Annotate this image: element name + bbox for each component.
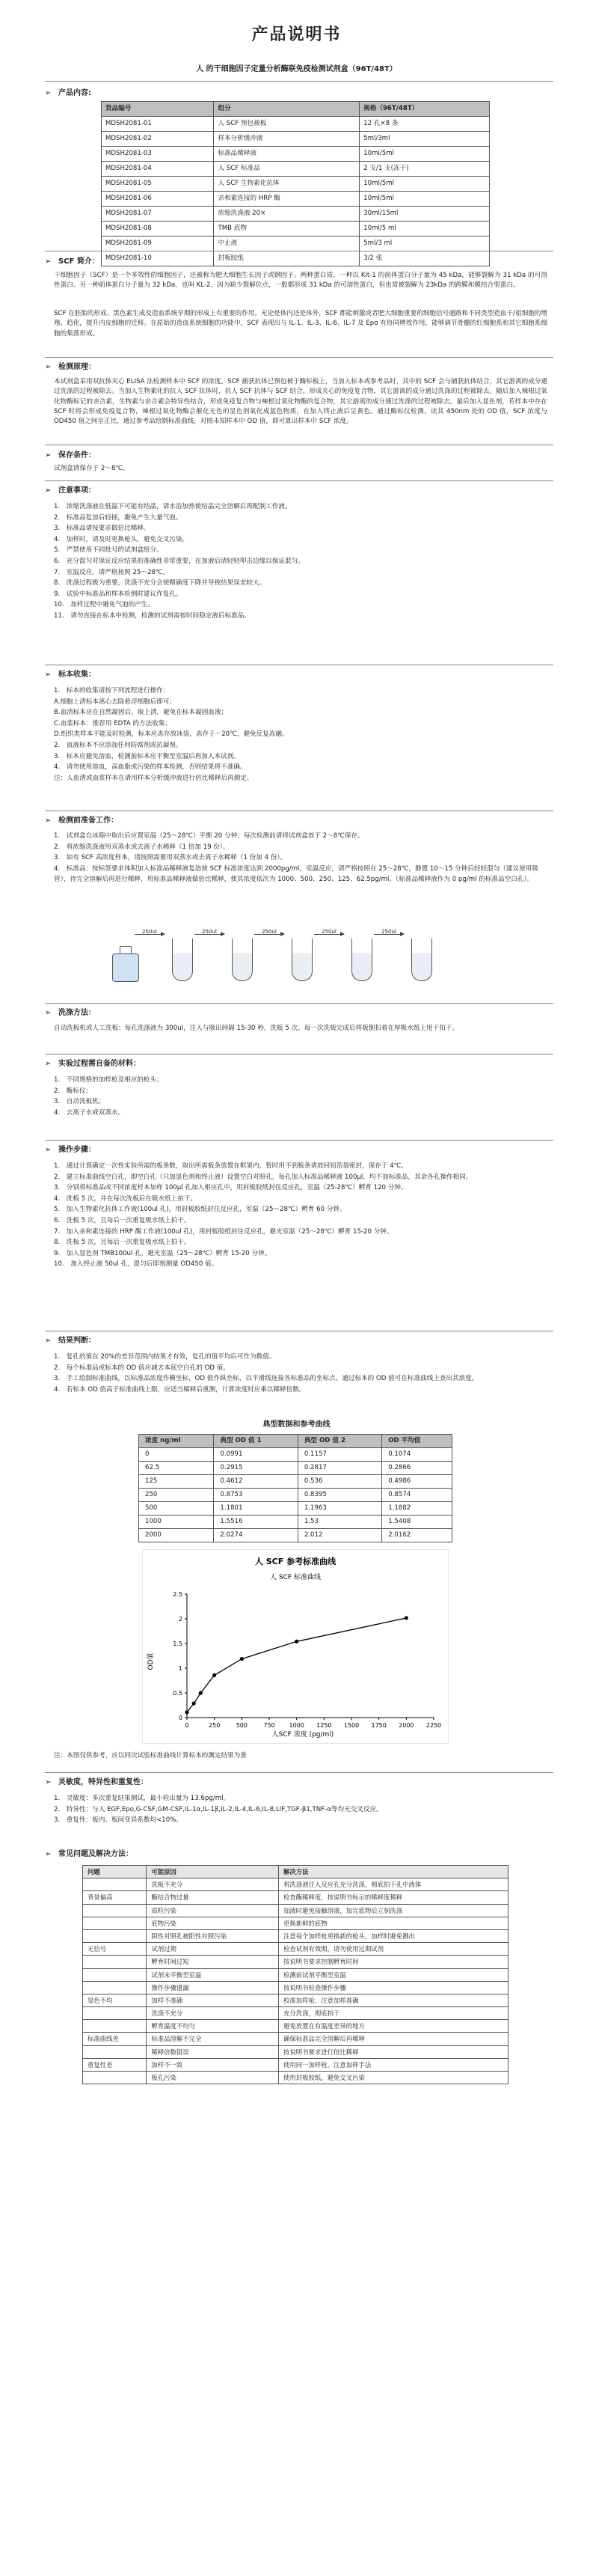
standard-data-table bbox=[138, 1434, 452, 1542]
note-item: 6. 充分混匀对保证反应结果的准确性非常重要，在加液后请轻轻叩击边缘以保证混匀。 bbox=[54, 558, 304, 566]
table-cell: 62.5 bbox=[139, 1462, 214, 1475]
y-tick-label: 0 bbox=[178, 1715, 182, 1721]
table-row bbox=[102, 132, 490, 147]
section-heading-faq: ➢ 常见问题及解决方法： bbox=[45, 1850, 133, 1858]
table-cell: 1.5408 bbox=[382, 1516, 452, 1529]
table-cell: 10ml/5ml bbox=[360, 192, 490, 207]
table-row bbox=[102, 207, 490, 222]
note-item: 4. 加样时，请及时更换枪头，避免交叉污染。 bbox=[54, 535, 189, 543]
table-cell: 中止液 bbox=[214, 236, 360, 251]
y-tick-label: 1 bbox=[178, 1665, 182, 1672]
table-cell bbox=[83, 1917, 147, 1929]
table-cell: MDSH2081-09 bbox=[102, 236, 214, 251]
chart-y-axis-label: OD值 bbox=[147, 1652, 155, 1670]
table-row bbox=[139, 1489, 452, 1502]
table-cell: 注意每个加样枪更换新的枪头，加样时避免溅出 bbox=[279, 1929, 508, 1942]
table-row bbox=[83, 1891, 508, 1904]
table-cell: 12 孔×8 条 bbox=[360, 117, 490, 132]
table-cell: 0 bbox=[139, 1448, 214, 1462]
spec-list bbox=[54, 1793, 547, 1826]
table-cell bbox=[83, 1968, 147, 1981]
table-cell: 2.012 bbox=[298, 1529, 381, 1542]
table-cell bbox=[83, 2020, 147, 2033]
table-header-row bbox=[102, 102, 490, 117]
table-cell: 1.1882 bbox=[382, 1502, 452, 1516]
table-cell: 2.0162 bbox=[382, 1529, 452, 1542]
table-cell: 1.5516 bbox=[214, 1516, 298, 1529]
table-cell bbox=[83, 2007, 147, 2020]
result-list bbox=[54, 1352, 547, 1395]
table-cell: 使用同一加样枪，注意加样手法 bbox=[279, 2058, 508, 2071]
table-row bbox=[102, 177, 490, 192]
table-row bbox=[83, 1929, 508, 1942]
result-item: 2. 每个标准品或标本的 OD 值应减去本底空白孔的 OD 值。 bbox=[54, 1364, 230, 1372]
table-row bbox=[83, 2058, 508, 2071]
x-tick-label: 1750 bbox=[371, 1722, 387, 1729]
spec-item: 2. 特异性：与人 EGF,Epo,G-CSF,GM-CSF,IL-1α,IL-1β,IL-2,IL-4,IL-6,IL-8,LIF,TGF-β1,TNF-α等均无交叉反应。 bbox=[54, 1805, 383, 1813]
step-item: 7. 加入亲和素连接的 HRP 酶工作液(100ul 孔)，用封板胶纸封住反应孔，避光室温（25～28℃）孵育 15-20 分钟。 bbox=[54, 1227, 393, 1236]
table-cell: 0.2915 bbox=[214, 1462, 298, 1475]
table-row bbox=[139, 1448, 452, 1462]
data-point bbox=[295, 1640, 298, 1643]
table-cell: 125 bbox=[139, 1475, 214, 1489]
table-cell: 500 bbox=[139, 1502, 214, 1516]
chart-title: 人 SCF 参考标准曲线 bbox=[254, 1557, 337, 1566]
sample-item: D.组织类样本不能及时检测，标本应冻存放冰袋，冻存于－20℃，避免反复冻融。 bbox=[54, 730, 289, 739]
table-cell: 试剂过期 bbox=[147, 1943, 279, 1956]
x-tick-label: 500 bbox=[236, 1722, 248, 1729]
dilution-tube-icon bbox=[172, 938, 193, 981]
arrow-bullet-icon: ➢ bbox=[45, 486, 52, 495]
table-cell: 试剂未平衡至室温 bbox=[147, 1968, 279, 1981]
table-row bbox=[83, 2020, 508, 2033]
sample-item: A.细胞上清标本离心去除悬浮细胞后即可； bbox=[54, 698, 176, 706]
divider bbox=[45, 1003, 553, 1004]
chart-note: 注：本图仅供参考，应以同次试验标准曲线计算标本的测定结果为准 bbox=[54, 1752, 247, 1759]
table-row bbox=[83, 2072, 508, 2084]
table-header-cell: 问题 bbox=[83, 1866, 147, 1878]
table-row bbox=[83, 1994, 508, 2006]
table-row bbox=[83, 1956, 508, 1968]
notes-list bbox=[54, 501, 547, 622]
table-cell: 加样不一致 bbox=[147, 2058, 279, 2071]
note-item: 2. 标准品复溶后轻摇，避免产生大量气泡。 bbox=[54, 513, 182, 522]
note-item: 3. 标准品请按要求做倍比稀释。 bbox=[54, 525, 150, 533]
transfer-volume-label: 250ul bbox=[322, 929, 337, 935]
divider bbox=[45, 357, 553, 358]
arrow-bullet-icon: ➢ bbox=[45, 1778, 52, 1786]
divider bbox=[45, 1772, 553, 1773]
prep-item: 4. 标准品：按标签要求体积加入标准品稀释液复溶使 SCF 标准浓度达到 2000pg/ml，室温反应，请严格按照在 25～28℃，静置 10～15 分钟后轻轻混匀（建议使用吸管），待完全溶解后再进行稀释，用标准品稀释液做倍比稀释，使其浓度依次为 1000、500、250、125、62.5pg/ml。（标准品稀释液作为 0 pg/ml 的标准品空白孔）。 bbox=[54, 864, 538, 884]
table-cell: 5ml/3 ml bbox=[360, 236, 490, 251]
table-cell: 亲和素连接的 HRP 酶 bbox=[214, 192, 360, 207]
table-cell: 0.2866 bbox=[382, 1462, 452, 1475]
sample-item: 1. 标本的收集请按下列流程进行操作： bbox=[54, 687, 170, 695]
table-cell: 避免放置在有温度差异的地方 bbox=[279, 2020, 508, 2033]
table-cell: 更换新鲜的底物 bbox=[279, 1917, 508, 1929]
scf-intro-paragraph-1: 干细胞因子（SCF）是一个多效性的细胞因子，还被称为肥大细胞生长因子或钢因子。两种蛋白质，一种以 Kit-1 的前体蛋白分子量为 45 kDa，能够裂解为 31 kDa 的可溶性蛋白。另一种前体蛋白分子量为 32 kDa，也叫 KL-2，因为缺少裂解位点，一般都形成 31 kDa 的可溶性蛋白，但也常被裂解为 23kDa 的跨膜和膜结合型蛋白。 bbox=[54, 272, 547, 290]
table-header-cell: 典型 OD 值 2 bbox=[298, 1435, 381, 1448]
prep-item: 2. 将浓缩洗涤液用双蒸水或去离子水稀释（1 倍加 19 份）。 bbox=[54, 843, 230, 851]
section-heading-notes: ➢ 注意事项： bbox=[45, 486, 96, 495]
dilution-tube-icon bbox=[292, 938, 313, 981]
section-heading-prep: ➢ 检测前准备工作： bbox=[45, 817, 118, 825]
section-heading-scf: ➢ SCF 简介： bbox=[45, 257, 99, 266]
table-cell bbox=[83, 2045, 147, 2058]
scf-intro-paragraph-2: SCF 在胚胎的形成、黑色素生成及造血系统早期的形成上有重要的作用。无论是体内还是体外，SCF 都能刺激或者肥大细胞重要的细胞信号通路和不同类型造血干/祖细胞的增殖、趋化，提升内皮细胞的迁移。在原始的造血系统细胞的功能中，SCF 表现出与 IL-1、IL-3、IL-6、IL-7 及 Epo 有协同增效作用，能够调节骨髓的红细胞系和其它细胞系细胞的集落形成。 bbox=[54, 310, 547, 338]
table-cell: 使用封板胶纸，避免交叉污染 bbox=[279, 2072, 508, 2084]
table-header-row bbox=[83, 1866, 508, 1878]
sample-item: C.血浆标本：推荐用 EDTA 的方法收集； bbox=[54, 719, 172, 727]
table-cell: 板孔污染 bbox=[147, 2072, 279, 2084]
table-cell: MDSH2081-03 bbox=[102, 147, 214, 162]
table-cell: 操作步骤遗漏 bbox=[147, 1981, 279, 1994]
table-cell bbox=[83, 1981, 147, 1994]
table-cell: 检查试剂有效期，请勿使用过期试剂 bbox=[279, 1943, 508, 1956]
table-cell: 人 SCF 生物素化抗体 bbox=[214, 177, 360, 192]
step-item: 8. 洗板 5 次，且每后一次重复吸水纸上拍干。 bbox=[54, 1239, 191, 1247]
arrow-bullet-icon: ➢ bbox=[45, 89, 52, 97]
faq-table bbox=[82, 1865, 508, 2084]
table-cell bbox=[83, 2072, 147, 2084]
table-row bbox=[139, 1475, 452, 1489]
table-header-cell: 货品编号 bbox=[102, 102, 214, 117]
arrow-bullet-icon: ➢ bbox=[45, 1850, 52, 1858]
data-point bbox=[240, 1657, 244, 1661]
sample-collection-list bbox=[54, 686, 547, 784]
x-tick-label: 2000 bbox=[399, 1722, 414, 1729]
table-cell: 标准曲线差 bbox=[83, 2033, 147, 2045]
table-cell: 稀释倍数错误 bbox=[147, 2045, 279, 2058]
table-header-cell: 解决方法 bbox=[279, 1866, 508, 1878]
arrow-bullet-icon: ➢ bbox=[45, 817, 52, 825]
transfer-volume-label: 250ul bbox=[202, 929, 217, 935]
dilution-tube-icon bbox=[232, 938, 253, 981]
dilution-tube-icon bbox=[411, 938, 432, 981]
table-cell: 1.1801 bbox=[214, 1502, 298, 1516]
table-cell: MDSH2081-07 bbox=[102, 207, 214, 222]
chart-x-axis-label: 人SCF 浓度 (pg/ml) bbox=[271, 1731, 334, 1739]
table-row bbox=[139, 1502, 452, 1516]
table-cell: MDSH2081-10 bbox=[102, 251, 214, 266]
x-tick-label: 1250 bbox=[316, 1722, 332, 1729]
table-cell: 酶结合物过量 bbox=[147, 1891, 279, 1904]
arrow-bullet-icon: ➢ bbox=[45, 671, 52, 679]
divider bbox=[45, 81, 553, 82]
step-item: 3. 分别将标准品或不同浓度样本加样 100μl 孔加入相应孔中，用封板胶纸封住反应孔，室温（25-28℃）孵育 120 分钟。 bbox=[54, 1184, 408, 1192]
transfer-volume-label: 250ul bbox=[381, 929, 396, 935]
section-heading-self-materials: ➢ 实验过程需自备的材料： bbox=[45, 1060, 141, 1068]
section-heading-spec: ➢ 灵敏度，特异性和重复性： bbox=[45, 1778, 148, 1786]
table-cell: 0.4612 bbox=[214, 1475, 298, 1489]
arrow-bullet-icon: ➢ bbox=[45, 1146, 52, 1154]
table-row bbox=[102, 222, 490, 236]
sample-item: 4. 请勿使用溶血，高血脂或污染的样本检测，否则结果将不准确。 bbox=[54, 763, 247, 772]
table-row bbox=[139, 1529, 452, 1542]
table-cell: MDSH2081-04 bbox=[102, 162, 214, 177]
note-item: 9. 试验中标准品和样本检测时建议作复孔。 bbox=[54, 590, 182, 598]
table-cell: 0.1157 bbox=[298, 1448, 381, 1462]
table-cell: 标准品溶解不完全 bbox=[147, 2033, 279, 2045]
table-header-cell: 组分 bbox=[214, 102, 360, 117]
table-cell: MDSH2081-01 bbox=[102, 117, 214, 132]
sample-item: B.血清标本应在自然凝固后，取上清，避免在标本凝固血液； bbox=[54, 709, 228, 717]
table-header-cell: 可能原因 bbox=[147, 1866, 279, 1878]
table-row bbox=[139, 1516, 452, 1529]
table-row bbox=[83, 1943, 508, 1956]
data-point bbox=[192, 1701, 196, 1705]
note-item: 10. 加样过程中避免气泡的产生。 bbox=[54, 601, 154, 609]
table-cell: 1000 bbox=[139, 1516, 214, 1529]
storage-text: 试剂盒请保存于 2～8℃。 bbox=[54, 465, 129, 472]
table-header-cell: 典型 OD 值 1 bbox=[214, 1435, 298, 1448]
table-cell: 0.536 bbox=[298, 1475, 381, 1489]
prep-item: 3. 如有 SCF 高浓度样本，请按照需要用双蒸水或去离子水稀释（1 份加 4 份）。 bbox=[54, 854, 287, 862]
y-tick-label: 2.5 bbox=[173, 1591, 182, 1598]
chart-svg bbox=[142, 1549, 449, 1744]
step-item: 9. 加入显色剂 TMB100ul 孔，避光室温（25～28℃）孵育 15-20 分钟。 bbox=[54, 1249, 271, 1257]
materials-list bbox=[54, 1075, 547, 1118]
table-cell: 0.0991 bbox=[214, 1448, 298, 1462]
y-tick-label: 2 bbox=[178, 1616, 182, 1623]
y-tick-label: 0.5 bbox=[173, 1690, 182, 1697]
x-tick-label: 2250 bbox=[425, 1722, 442, 1729]
table-row bbox=[83, 1968, 508, 1981]
table-cell: 底物污染 bbox=[147, 1917, 279, 1929]
table-cell: 10ml/5ml bbox=[360, 147, 490, 162]
step-item: 2. 建立标准曲线空白孔，即空白孔（只加显色剂和终止液）设置空白对照孔，每孔加入标准品稀释液 100μl，均不加标准品，其余各孔操作相同。 bbox=[54, 1173, 473, 1181]
section-heading-contents: ➢ 产品内容: bbox=[45, 89, 91, 97]
table-cell: 将洗涤液注入反应孔充分洗涤，彻底拍干孔中液体 bbox=[279, 1878, 508, 1891]
section-heading-wash: ➢ 洗涤方法： bbox=[45, 1009, 96, 1017]
divider bbox=[45, 1140, 553, 1141]
table-cell: 人 SCF 预包被板 bbox=[214, 117, 360, 132]
chart-subtitle: 人 SCF 标准曲线 bbox=[270, 1574, 321, 1581]
note-item: 7. 室温反应，请严格按照 25～28℃。 bbox=[54, 568, 170, 576]
step-item: 1. 通过计算确定一次性实验所需的板条数，取出所需板条放置在框架内，暂时用不到板条请放回铝箔袋密封，保存于 4℃。 bbox=[54, 1162, 408, 1170]
x-tick-label: 250 bbox=[209, 1722, 221, 1729]
table-cell: 2 支/1 支(冻干) bbox=[360, 162, 490, 177]
section-heading-storage: ➢ 保存条件： bbox=[45, 451, 96, 460]
table-row bbox=[83, 2033, 508, 2045]
table-cell: 0.8753 bbox=[214, 1489, 298, 1502]
step-item: 6. 洗板 5 次，且每后一次重复吸水纸上拍干。 bbox=[54, 1217, 191, 1225]
table-row bbox=[102, 162, 490, 177]
procedure-steps-list bbox=[54, 1161, 547, 1270]
table-row bbox=[83, 2045, 508, 2058]
table-header-row bbox=[139, 1435, 452, 1448]
material-item: 4. 去离子水或双蒸水。 bbox=[54, 1108, 125, 1117]
table-cell: 10ml/5ml bbox=[360, 177, 490, 192]
step-item: 4. 洗板 5 次，并在每次洗板后在吸水纸上拍干。 bbox=[54, 1194, 197, 1203]
table-cell: MDSH2081-06 bbox=[102, 192, 214, 207]
spec-item: 3. 重复性：板内、板间变异系数均<10%。 bbox=[54, 1816, 183, 1825]
section-heading-steps: ➢ 操作步骤： bbox=[45, 1146, 96, 1154]
table-cell: 封板胶纸 bbox=[214, 251, 360, 266]
result-item: 4. 若标本 OD 值高于标准曲线上限，应适当稀释后重测，计算浓度时应乘以稀释倍数。 bbox=[54, 1385, 306, 1394]
arrow-bullet-icon: ➢ bbox=[45, 1060, 52, 1068]
table-row bbox=[83, 1904, 508, 1917]
arrow-bullet-icon: ➢ bbox=[45, 363, 52, 371]
table-cell bbox=[83, 1956, 147, 1968]
note-item: 5. 严禁使用不同批号的试剂盒组分。 bbox=[54, 546, 163, 555]
y-tick-label: 1.5 bbox=[173, 1640, 182, 1647]
table-cell: MDSH2081-02 bbox=[102, 132, 214, 147]
table-cell: 0.8574 bbox=[382, 1489, 452, 1502]
table-cell bbox=[83, 1904, 147, 1917]
arrow-bullet-icon: ➢ bbox=[45, 1337, 52, 1345]
table-cell: 洗板不充分 bbox=[147, 1878, 279, 1891]
step-item: 5. 加入生物素化抗体工作液(100ul 孔)，用封板胶纸封住反应孔，室温（25～28℃）孵育 60 分钟。 bbox=[54, 1206, 346, 1214]
table-cell: 背景偏高 bbox=[83, 1891, 147, 1904]
arrow-bullet-icon: ➢ bbox=[45, 257, 52, 266]
data-point bbox=[185, 1710, 188, 1714]
data-point bbox=[199, 1691, 203, 1694]
table-cell bbox=[83, 1878, 147, 1891]
table-cell: 充分洗涤，彻底拍干 bbox=[279, 2007, 508, 2020]
table-header-cell: 浓度 ng/ml bbox=[139, 1435, 214, 1448]
table-cell: 10ml/5 ml bbox=[360, 222, 490, 236]
serial-dilution-diagram bbox=[112, 928, 486, 995]
x-tick-label: 0 bbox=[185, 1722, 189, 1729]
material-item: 1. 不同规格的加样枪及相应的枪头； bbox=[54, 1076, 163, 1084]
section-heading-principle: ➢ 检测原理： bbox=[45, 363, 96, 371]
table-cell: 按说明书检查操作步骤 bbox=[279, 1981, 508, 1994]
preparation-list bbox=[54, 831, 547, 885]
table-cell: MDSH2081-05 bbox=[102, 177, 214, 192]
table-cell: 阴性对照孔被阳性对照污染 bbox=[147, 1929, 279, 1942]
table-row bbox=[83, 2007, 508, 2020]
table-cell: 0.8395 bbox=[298, 1489, 381, 1502]
table-cell: 2000 bbox=[139, 1529, 214, 1542]
table-cell: TMB 底物 bbox=[214, 222, 360, 236]
table-row bbox=[102, 147, 490, 162]
table-cell: 1.1963 bbox=[298, 1502, 381, 1516]
table-row bbox=[83, 1917, 508, 1929]
table-cell: 2.0274 bbox=[214, 1529, 298, 1542]
table-cell bbox=[83, 1929, 147, 1942]
table-header-cell: OD 平均值 bbox=[382, 1435, 452, 1448]
table-cell: 0.1074 bbox=[382, 1448, 452, 1462]
data-point bbox=[212, 1673, 216, 1677]
table-cell: 1.53 bbox=[298, 1516, 381, 1529]
step-item: 10. 加入终止液 50ul 孔，混匀后即刻测量 OD450 值。 bbox=[54, 1260, 218, 1269]
x-tick-label: 1500 bbox=[343, 1722, 360, 1729]
table-cell: 显色不均 bbox=[83, 1994, 147, 2006]
prep-item: 1. 试剂盒自冰箱中取出后应置室温（25～28℃）平衡 20 分钟；每次检测前请将试剂盒放于 2～8℃保存。 bbox=[54, 832, 364, 840]
note-item: 8. 洗涤过程极为重要，洗涤不充分会使精确度下降并导致结果误差较大。 bbox=[54, 579, 266, 587]
dilution-tube-icon bbox=[351, 938, 372, 981]
sample-item: 注：人血清或血浆样本在请用样本分析缓冲液进行倍比稀释后再测定。 bbox=[54, 774, 254, 782]
table-cell: 无信号 bbox=[83, 1943, 147, 1956]
note-item: 1. 浓缩洗涤液在低温下可能有结晶，请水浴加热使结晶完全溶解后再配制工作液。 bbox=[54, 503, 292, 510]
table-cell: 洗涤不充分 bbox=[147, 2007, 279, 2020]
table-cell: 加液时避免接触溶液，加完底物后立刻洗涤 bbox=[279, 1904, 508, 1917]
table-cell: 样本分析缓冲液 bbox=[214, 132, 360, 147]
table-cell: 0.4986 bbox=[382, 1475, 452, 1489]
page-title: 产品说明书 bbox=[251, 25, 342, 44]
transfer-volume-label: 250ul bbox=[262, 929, 277, 935]
material-item: 2. 酶标仪； bbox=[54, 1087, 93, 1095]
result-item: 3. 手工绘制标准曲线，以标准品浓度作横坐标，OD 值作纵坐标，以平滑线连接各标准品的坐标点。通过标本的 OD 值可在标准曲线上查出其浓度。 bbox=[54, 1375, 479, 1383]
table-cell: 质粒污染 bbox=[147, 1904, 279, 1917]
table-cell: 检测前试剂平衡至室温 bbox=[279, 1968, 508, 1981]
table-cell: 孵育时间过短 bbox=[147, 1956, 279, 1968]
table-cell: 标准品稀释液 bbox=[214, 147, 360, 162]
note-item: 11. 请勿直接在标本中检测，检测的试剂需按时间稳定液后标准品。 bbox=[54, 612, 251, 620]
table-row bbox=[102, 117, 490, 132]
result-item: 1. 复孔的值在 20%的差异范围内结果才有效，复孔的值平均后可作为数值。 bbox=[54, 1353, 276, 1361]
table-cell: 按说明书要求进行倍比稀释 bbox=[279, 2045, 508, 2058]
table-cell: 30ml/15ml bbox=[360, 207, 490, 222]
table-row bbox=[102, 251, 490, 266]
table-row bbox=[83, 1878, 508, 1891]
table-cell: 按说明书要求控制孵育时间 bbox=[279, 1956, 508, 1968]
arrow-bullet-icon: ➢ bbox=[45, 1009, 52, 1017]
table-cell: 3/2 张 bbox=[360, 251, 490, 266]
table-cell: 重复性差 bbox=[83, 2058, 147, 2071]
table-cell: 孵育温度不均匀 bbox=[147, 2020, 279, 2033]
table-cell: 浓缩洗涤液 20× bbox=[214, 207, 360, 222]
table-row bbox=[139, 1462, 452, 1475]
standard-table-title: 典型数据和参考曲线 bbox=[262, 1420, 331, 1429]
table-cell: 加样不准确 bbox=[147, 1994, 279, 2006]
section-heading-sample: ➢ 标本收集： bbox=[45, 671, 96, 679]
table-row bbox=[83, 1981, 508, 1994]
table-header-cell: 规格（96T/48T） bbox=[360, 102, 490, 117]
table-cell: 人 SCF 标准品 bbox=[214, 162, 360, 177]
page-subtitle: 人 的干细胞因子定量分析酶联免疫检测试剂盒（96T/48T） bbox=[196, 65, 397, 73]
stock-bottle-icon bbox=[112, 953, 139, 982]
x-tick-label: 1000 bbox=[289, 1722, 304, 1729]
table-cell: 5ml/3ml bbox=[360, 132, 490, 147]
arrow-bullet-icon: ➢ bbox=[45, 451, 52, 460]
table-cell: 检查酶稀释度，按说明书标示的稀释度稀释 bbox=[279, 1891, 508, 1904]
table-cell: 0.2817 bbox=[298, 1462, 381, 1475]
table-cell: 250 bbox=[139, 1489, 214, 1502]
table-cell: 确保标准品完全溶解后再稀释 bbox=[279, 2033, 508, 2045]
table-row bbox=[102, 236, 490, 251]
sample-item: 2. 血液标本不应添加任何防腐剂或抗凝剂。 bbox=[54, 742, 182, 750]
standard-curve-chart bbox=[142, 1549, 449, 1744]
spec-item: 1. 灵敏度：多次重复结果测试，最小检出量为 13.6pg/ml。 bbox=[54, 1795, 230, 1802]
x-tick-label: 750 bbox=[263, 1722, 275, 1729]
transfer-volume-label: 250ul bbox=[142, 929, 157, 935]
divider bbox=[45, 480, 553, 481]
sample-item: 3. 标本应避免溶血，检测前标本应平衡至室温后再加入本试剂。 bbox=[54, 752, 240, 760]
table-cell: MDSH2081-08 bbox=[102, 222, 214, 236]
material-item: 3. 自动洗板机； bbox=[54, 1098, 105, 1106]
table-row bbox=[102, 192, 490, 207]
wash-paragraph: 自动洗板机或人工洗板：每孔洗涤液为 300ul，注入与吸出间隔 15-30 秒，洗板 5 次。每一次洗板完成后将板倒扣着在厚吸水纸上甩干拍干。 bbox=[54, 1025, 458, 1032]
principle-paragraph: 本试剂盒采用双抗体夹心 ELISA 法检测样本中 SCF 的浓度。SCF 捕获抗体已预包被于酶标板上，当加入标本或参考品时，其中的 SCF 会与捕获抗体结合，其它游离的成分通过洗涤的过程被除去。当加入生物素化的抗人 SCF 抗体时，抗人 SCF 抗体与 SCF 结合，形成夹心的免疫复合物，其它游离的成分通过洗涤的过程被除去。随后加入辣根过氧化物酶标记的亲合素，生物素与亲合素会特异性结合，形成免疫复合物与辣根过氧化物酶的复合物，其它游离的成分通过洗涤的过程被除去。最后加入显色剂，若样本中存在 SCF 时将会形成免疫复合物，辣根过氧化物酶会催化无色的显色剂氧化成蓝色物质，在加入终止液后呈黄色。通过酶标仪检测，读其 450nm 处的 OD 值，SCF 浓度与 OD450 值之间呈正比，通过参考品绘制标准曲线，对照未知样本中 OD 值，即可算出样本中 SCF 浓度。 bbox=[54, 378, 547, 426]
kit-components-table bbox=[101, 101, 490, 266]
data-point bbox=[405, 1616, 408, 1620]
table-cell: 校准加样枪，注意加样准确 bbox=[279, 1994, 508, 2006]
section-heading-result: ➢ 结果判断： bbox=[45, 1337, 96, 1345]
